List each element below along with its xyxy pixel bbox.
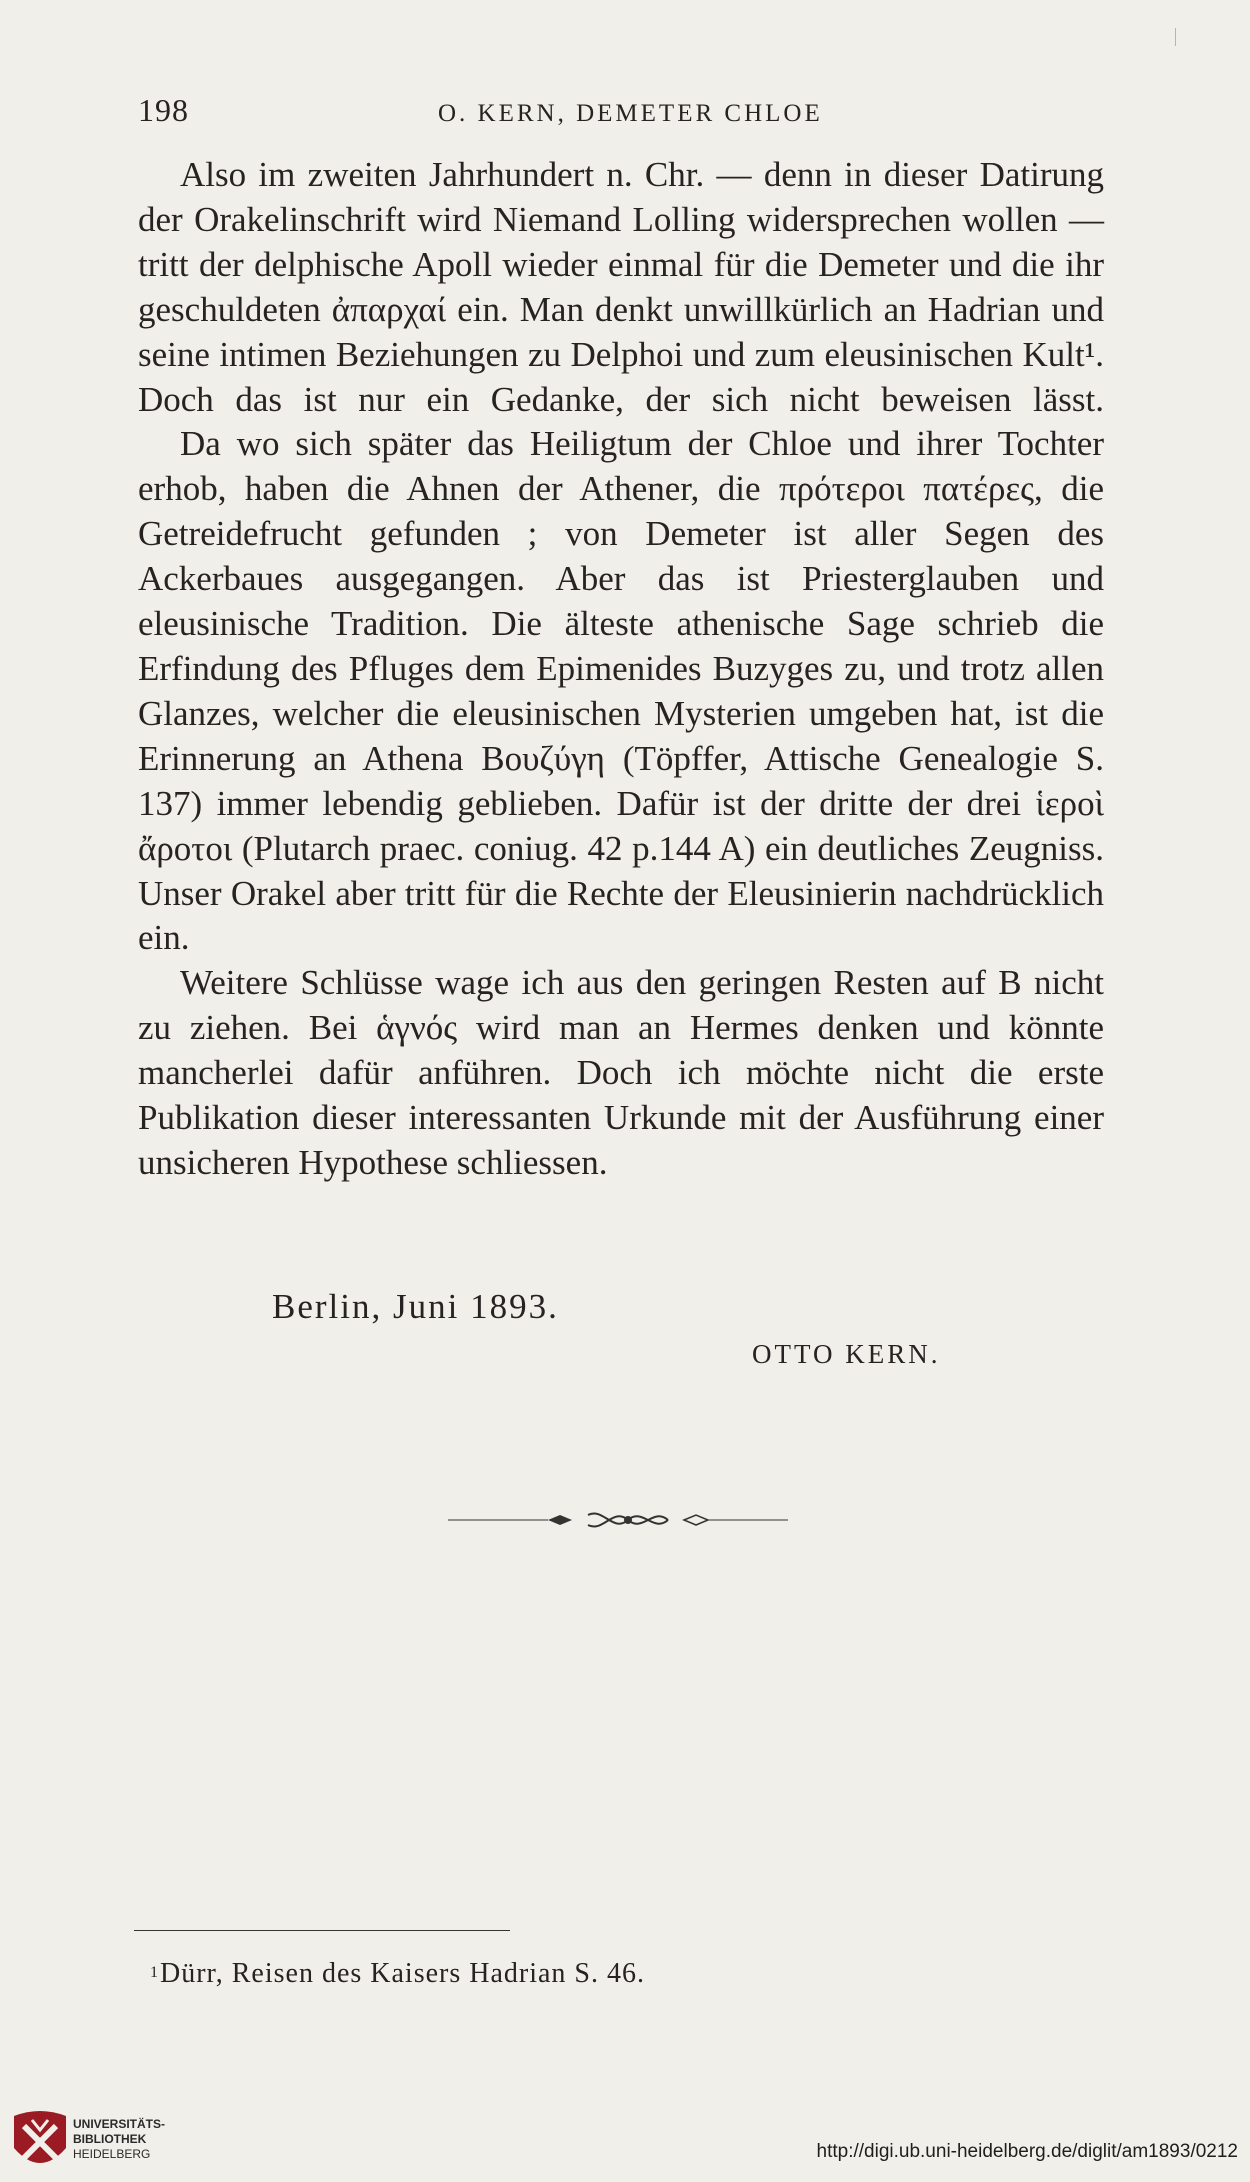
- running-title: O. KERN, DEMETER CHLOE: [438, 100, 823, 127]
- page-number: 198: [138, 92, 189, 128]
- ornament-divider: [448, 1505, 788, 1535]
- library-name-line-2: BIBLIOTHEK: [73, 2132, 147, 2146]
- footnote: Dürr, Reisen des Kaisers Hadrian S. 46.: [160, 1958, 646, 1989]
- footnote-rule: [134, 1930, 510, 1931]
- paragraph-2: Da wo sich später das Heiligtum der Chloe und ihrer Tochter erhob, haben die Ahnen der Athener, die πρότεροι πατέρες, die Getreidefrucht gefunden ; von Demeter ist aller Segen des Ackerbaues ausgegangen. Aber das ist Priesterglauben und eleusinische Tradition. Die älteste athenische Sage schrieb die Erfindung des Pfluges dem Epimenides Buzyges zu, und trotz allen Glanzes, welcher die eleusinischen Mysterien umgeben hat, ist die Erinnerung an Athena Βουζύγη (Töpffer, Attische Genealogie S. 137) immer lebendig geblieben. Dafür ist der dritte der drei ἱεροὶ ἄροτοι (Plutarch praec. coniug. 42 p.144 A) ein deutliches Zeugniss. Unser Orakel aber tritt für die Rechte der Eleusinierin nachdrücklich ein.: [138, 424, 1104, 958]
- footnote-marker: 1: [150, 1964, 158, 1981]
- body-text: [138, 153, 1104, 1186]
- page-header: [138, 92, 1128, 132]
- paragraph-3: Weitere Schlüsse wage ich aus den geringen Resten auf B nicht zu ziehen. Bei ἁγνός wird man an Hermes denken und könnte mancherlei dafür anführen. Doch ich möchte nicht die erste Publikation dieser interessanten Urkunde mit der Ausführung einer unsicheren Hypothese schliessen.: [138, 963, 1104, 1182]
- paragraph-1: Also im zweiten Jahrhundert n. Chr. — denn in dieser Datirung der Orakelinschrift wird Niemand Lolling widersprechen wollen — tritt der delphische Apoll wieder einmal für die Demeter und die ihr geschuldeten ἀπαρχαί ein. Man denkt unwillkürlich an Hadrian und seine intimen Beziehungen zu Delphoi und zum eleusinischen Kult¹. Doch das ist nur ein Gedanke, der sich nicht beweisen lässt.: [138, 155, 1104, 419]
- page-edge-mark: [1175, 28, 1182, 46]
- library-name-line-1: UNIVERSITÄTS-: [73, 2117, 166, 2131]
- source-url[interactable]: http://digi.ub.uni-heidelberg.de/diglit/am1893/0212: [816, 2141, 1238, 2162]
- author-signature: OTTO KERN.: [752, 1339, 941, 1369]
- library-name: [73, 2117, 165, 2162]
- library-name-line-3: HEIDELBERG: [73, 2147, 151, 2161]
- dateline: Berlin, Juni 1893.: [272, 1287, 559, 1326]
- library-logo-icon: [10, 2108, 70, 2173]
